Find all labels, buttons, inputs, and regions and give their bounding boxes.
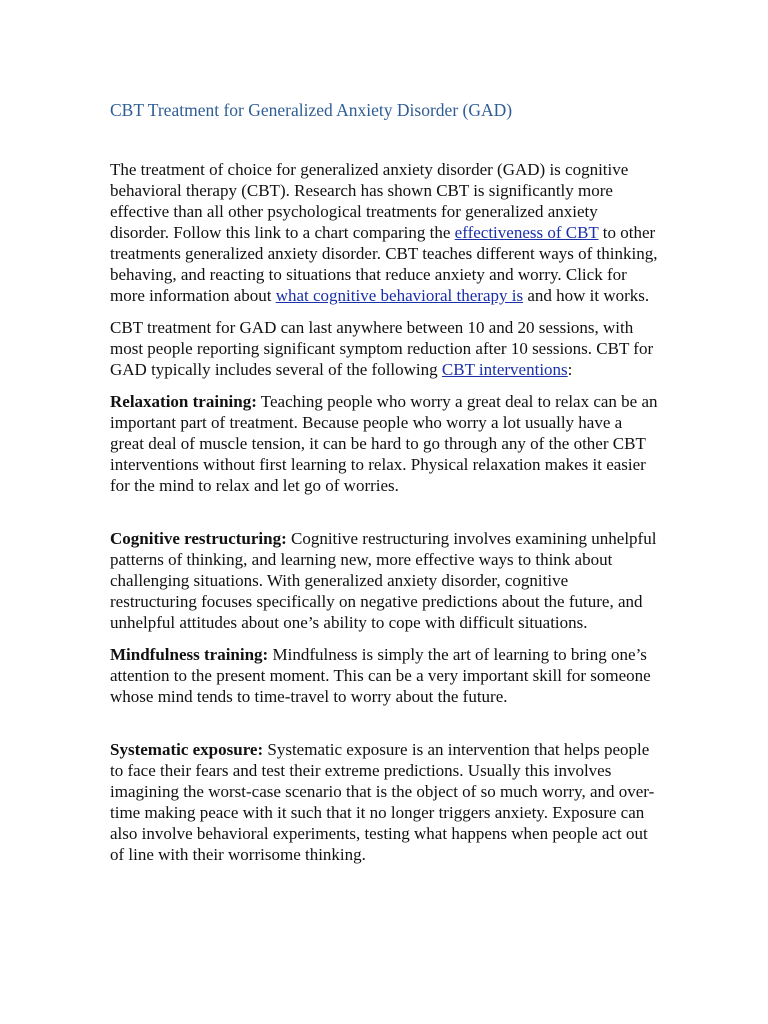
effectiveness-of-cbt-link[interactable]: effectiveness of CBT <box>454 223 599 242</box>
relaxation-paragraph <box>110 391 658 496</box>
exposure-paragraph <box>110 739 658 865</box>
exposure-text: Systematic exposure is an intervention that helps people to face their fears and test their extreme predictions. Usually this involves imagining the worst-case scenario that is the object of so much worry, and over-time making peace with it such that it no longer triggers anxiety. Exposure can also involve behavioral experiments, testing what happens when people act out of line with their worrisome thinking. <box>110 740 655 864</box>
mindfulness-paragraph <box>110 644 658 707</box>
relaxation-term: Relaxation training: <box>110 392 257 411</box>
page-title: CBT Treatment for Generalized Anxiety Disorder (GAD) <box>110 100 513 120</box>
cognitive-text: Cognitive restructuring involves examining unhelpful patterns of thinking, and learning new, more effective ways to think about challenging situations. With generalized anxiety disorder, cognitive restructuring focuses specifically on negative predictions about the future, and unhelpful attitudes about one’s ability to cope with difficult situations. <box>110 529 657 632</box>
mindfulness-term: Mindfulness training: <box>110 645 269 664</box>
cognitive-term: Cognitive restructuring: <box>110 529 287 548</box>
mindfulness-text: Mindfulness is simply the art of learning to bring one’s attention to the present moment. This can be a very important skill for someone whose mind tends to time-travel to worry about the future. <box>110 645 651 706</box>
intro-text-1: The treatment of choice for generalized anxiety disorder (GAD) is cognitive behavioral therapy (CBT). Research has shown CBT is significantly more effective than all other psychological treatments for generalized anxiety disorder. Follow this link to a chart comparing the <box>110 160 629 242</box>
document-page <box>110 98 658 865</box>
intro-text-2: to other treatments generalized anxiety disorder. CBT teaches different ways of thinking, behaving, and reacting to situations that reduce anxiety and worry. Click for more information about <box>110 223 658 305</box>
exposure-term: Systematic exposure: <box>110 740 264 759</box>
sessions-text-2: : <box>567 360 573 379</box>
what-is-cbt-link[interactable]: what cognitive behavioral therapy is <box>275 286 524 305</box>
intro-text-3: and how it works. <box>523 286 650 305</box>
sessions-paragraph <box>110 317 658 380</box>
cognitive-paragraph <box>110 528 658 633</box>
sessions-text-1: CBT treatment for GAD can last anywhere between 10 and 20 sessions, with most people reporting significant symptom reduction after 10 sessions. CBT for GAD typically includes several of the following <box>110 318 654 379</box>
relaxation-text: Teaching people who worry a great deal to relax can be an important part of treatment. Because people who worry a lot usually have a great deal of muscle tension, it can be hard to go through any of the other CBT interventions without first learning to relax. Physical relaxation makes it easier for the mind to relax and let go of worries. <box>110 392 658 495</box>
intro-paragraph <box>110 159 658 306</box>
cbt-interventions-link[interactable]: CBT interventions <box>441 360 568 379</box>
